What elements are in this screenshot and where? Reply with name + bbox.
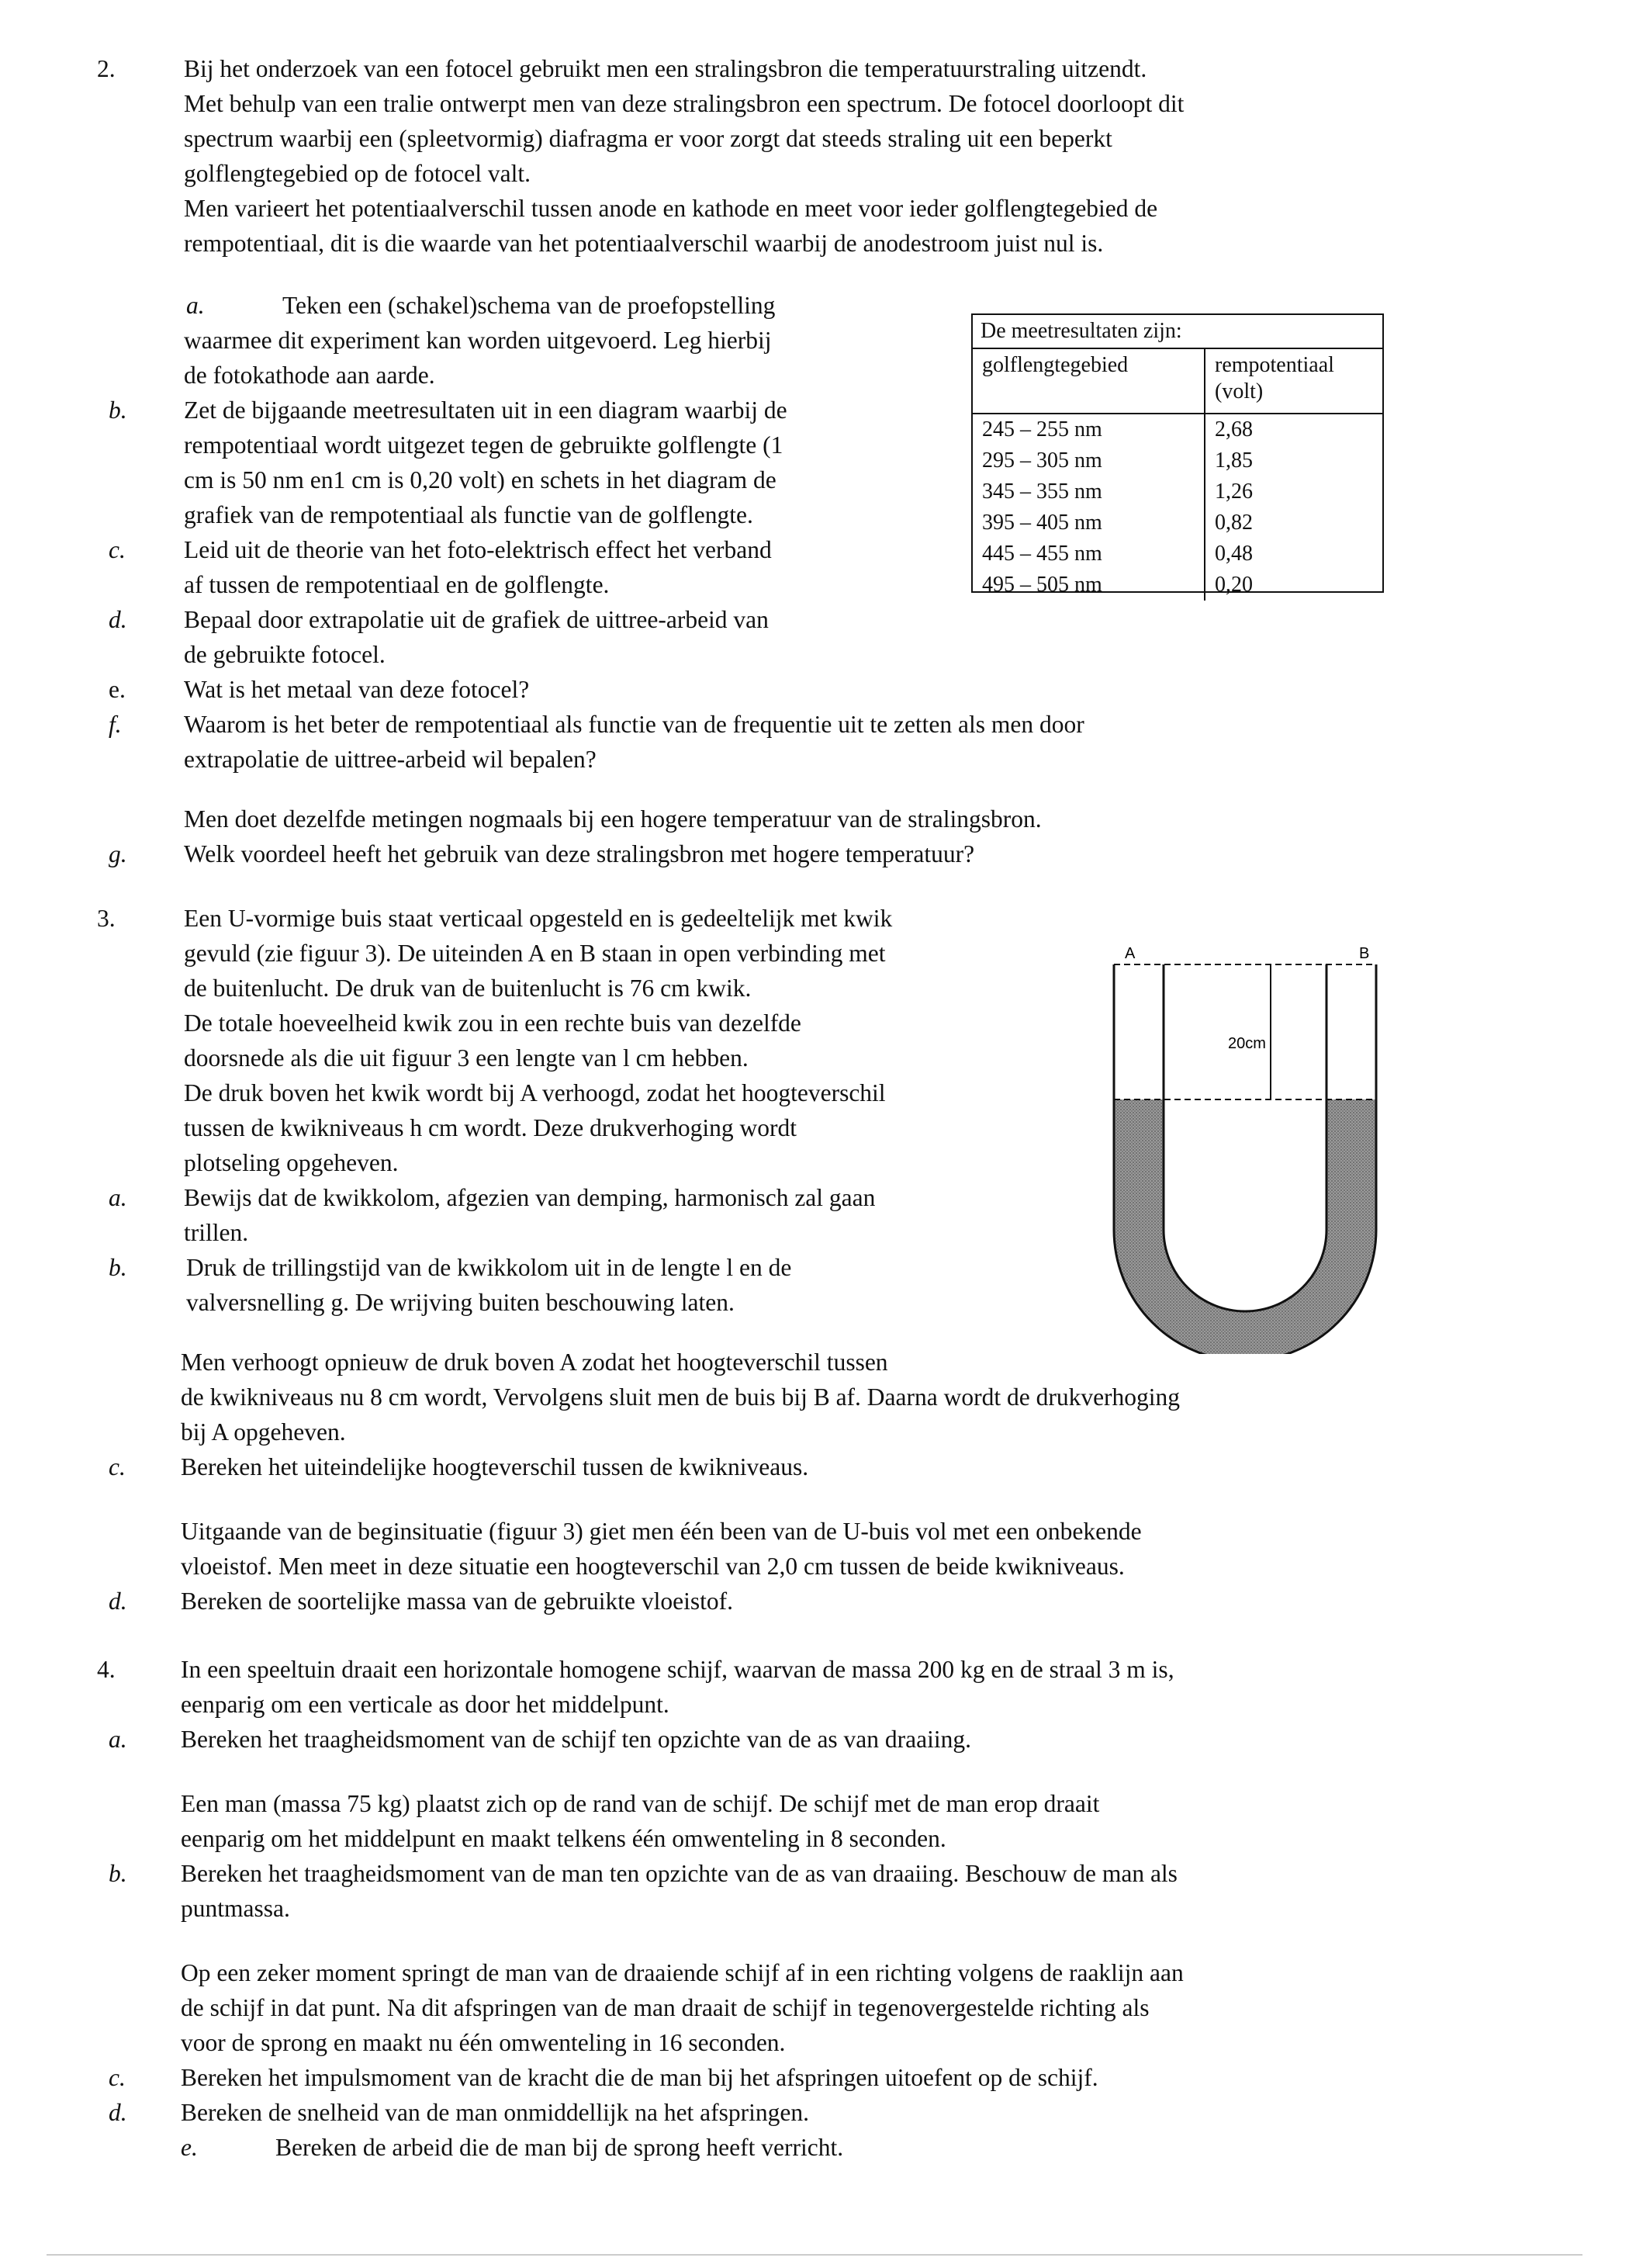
q3d-label: d. — [109, 1588, 127, 1615]
text-line: de schijf in dat punt. Na dit afspringen van de man draait de schijf in tegenovergestelde richting als — [181, 1994, 1150, 2021]
text-line: rempotentiaal, dit is die waarde van het potentiaalverschil waarbij de anodestroom juist nul is. — [184, 230, 1104, 257]
cell-potential: 1,85 — [1205, 445, 1382, 476]
q4-middle-text-1 — [181, 1786, 1099, 1856]
text-line: Men verhoogt opnieuw de druk boven A zodat het hoogteverschil tussen — [181, 1349, 888, 1376]
q4e-text — [275, 2130, 843, 2165]
text-line: golflengtegebied op de fotocel valt. — [184, 160, 531, 187]
text-line: cm is 50 nm en1 cm is 0,20 volt) en schets in het diagram de — [184, 466, 776, 493]
q4e-label: e. — [181, 2134, 198, 2161]
bottom-divider — [47, 2254, 1582, 2256]
text-line: Welk voordeel heeft het gebruik van deze stralingsbron met hogere temperatuur? — [184, 840, 975, 867]
u-tube-figure — [1102, 935, 1389, 1354]
q2g-text — [184, 836, 974, 871]
text-line: Bereken het traagheidsmoment van de man ten opzichte van de as van draaiing. Beschouw de man als — [181, 1860, 1178, 1887]
text-line: Uitgaande van de beginsituatie (figuur 3) giet men één been van de U-buis vol met een onbekende — [181, 1518, 1142, 1545]
text-line: voor de sprong en maakt nu één omwenteling in 16 seconden. — [181, 2029, 786, 2056]
text-line: grafiek van de rempotentiaal als functie van de golflengte. — [184, 501, 753, 528]
text-line: rempotentiaal wordt uitgezet tegen de gebruikte golflengte (1 — [184, 431, 783, 459]
q4a-label: a. — [109, 1726, 127, 1753]
table-header-row — [973, 349, 1382, 414]
text-line: plotseling opgeheven. — [184, 1149, 399, 1176]
q2-middle-text — [184, 802, 1042, 836]
q2c-label: c. — [109, 536, 126, 563]
q2g-label: g. — [109, 840, 127, 867]
text-line: De totale hoeveelheid kwik zou in een rechte buis van dezelfde — [184, 1009, 801, 1037]
text-line: Waarom is het beter de rempotentiaal als functie van de frequentie uit te zetten als men door — [184, 711, 1084, 738]
text-line: valversnelling g. De wrijving buiten beschouwing laten. — [186, 1289, 735, 1316]
q4c-text — [181, 2060, 1098, 2095]
tube-inner-wall — [1164, 964, 1326, 1311]
text-line: Bereken het uiteindelijke hoogteverschil tussen de kwikniveaus. — [181, 1453, 809, 1480]
q3a-text — [184, 1180, 875, 1250]
text-line: bij A opgeheven. — [181, 1418, 346, 1446]
table-row — [973, 570, 1382, 601]
q4d-label: d. — [109, 2099, 127, 2126]
cell-potential: 0,20 — [1205, 570, 1382, 601]
text-line: Druk de trillingstijd van de kwikkolom uit in de lengte l en de — [186, 1254, 792, 1281]
q3b-text — [186, 1250, 791, 1320]
question-2-number: 2. — [97, 55, 116, 82]
text-line: af tussen de rempotentiaal en de golflengte. — [184, 571, 610, 598]
text-line: Bepaal door extrapolatie uit de grafiek de uittree-arbeid van — [184, 606, 769, 633]
text-line: Bereken de arbeid die de man bij de sprong heeft verricht. — [275, 2134, 844, 2161]
cell-wavelength: 245 – 255 nm — [982, 417, 1102, 441]
q3-middle-text-1 — [181, 1345, 1180, 1449]
cell-wavelength: 345 – 355 nm — [982, 480, 1102, 504]
text-line: de gebruikte fotocel. — [184, 641, 386, 668]
q2d-text — [184, 602, 769, 672]
measurement-table — [971, 313, 1384, 597]
q2a-text — [184, 288, 775, 393]
text-line: De druk boven het kwik wordt bij A verhoogd, zodat het hoogteverschil — [184, 1079, 886, 1106]
text-line: Bereken de soortelijke massa van de gebruikte vloeistof. — [181, 1588, 734, 1615]
text-line: extrapolatie de uittree-arbeid wil bepalen? — [184, 746, 597, 773]
measurement-grid — [973, 349, 1382, 601]
text-line: Teken een (schakel)schema van de proefopstelling — [282, 292, 776, 319]
label-b: B — [1359, 945, 1370, 962]
text-line: eenparig om een verticale as door het middelpunt. — [181, 1691, 669, 1718]
text-line: Een man (massa 75 kg) plaatst zich op de rand van de schijf. De schijf met de man erop draait — [181, 1790, 1100, 1817]
text-line: Bij het onderzoek van een fotocel gebruikt men een stralingsbron die temperatuurstraling uitzendt. — [184, 55, 1147, 82]
question-3-intro — [184, 901, 892, 1180]
text-line: Bereken de snelheid van de man onmiddellijk na het afspringen. — [181, 2099, 810, 2126]
text-line: puntmassa. — [181, 1895, 290, 1922]
text-line: In een speeltuin draait een horizontale homogene schijf, waarvan de massa 200 kg en de straal 3 m is, — [181, 1656, 1174, 1683]
text-line: Zet de bijgaande meetresultaten uit in een diagram waarbij de — [184, 396, 787, 424]
q2b-text — [184, 393, 787, 532]
q2f-label: f. — [109, 711, 122, 738]
u-tube-drawing — [1102, 935, 1389, 1354]
question-2-intro — [184, 51, 1184, 261]
text-line: Leid uit de theorie van het foto-elektrisch effect het verband — [184, 536, 772, 563]
text-line: Bereken het traagheidsmoment van de schijf ten opzichte van de as van draaiing. — [181, 1726, 971, 1753]
q3c-label: c. — [109, 1453, 126, 1480]
table-row — [973, 538, 1382, 570]
q2c-text — [184, 532, 772, 602]
text-line: Een U-vormige buis staat verticaal opgesteld en is gedeeltelijk met kwik — [184, 905, 893, 932]
text-line: de kwikniveaus nu 8 cm wordt, Vervolgens sluit men de buis bij B af. Daarna wordt de drukverhoging — [181, 1383, 1181, 1411]
q4d-text — [181, 2095, 809, 2130]
table-row — [973, 507, 1382, 538]
text-line: trillen. — [184, 1219, 249, 1246]
cell-wavelength: 295 – 305 nm — [982, 448, 1102, 473]
cell-potential: 0,48 — [1205, 538, 1382, 570]
q4c-label: c. — [109, 2064, 126, 2091]
question-3-number: 3. — [97, 905, 116, 932]
q3b-label: b. — [109, 1254, 127, 1281]
q4b-label: b. — [109, 1860, 127, 1887]
header-stopping-potential: rempotentiaal (volt) — [1205, 349, 1382, 414]
text-line: vloeistof. Men meet in deze situatie een hoogteverschil van 2,0 cm tussen de beide kwikniveaus. — [181, 1553, 1125, 1580]
cell-wavelength: 495 – 505 nm — [982, 573, 1102, 597]
text-line: Wat is het metaal van deze fotocel? — [184, 676, 530, 703]
text-line: Bereken het impulsmoment van de kracht die de man bij het afspringen uitoefent op de schijf. — [181, 2064, 1098, 2091]
q2e-label: e. — [109, 676, 126, 703]
table-caption: De meetresultaten zijn: — [973, 315, 1382, 349]
text-line: de buitenlucht. De druk van de buitenlucht is 76 cm kwik. — [184, 975, 752, 1002]
question-4-number: 4. — [97, 1656, 116, 1683]
text-line: waarmee dit experiment kan worden uitgevoerd. Leg hierbij — [184, 327, 772, 354]
q3-middle-text-2 — [181, 1514, 1142, 1584]
q4a-text — [181, 1722, 971, 1757]
label-a: A — [1125, 945, 1136, 962]
q3d-text — [181, 1584, 733, 1619]
q3c-text — [181, 1449, 808, 1484]
cell-potential: 1,26 — [1205, 476, 1382, 507]
text-line: spectrum waarbij een (spleetvormig) diafragma er voor zorgt dat steeds straling uit een beperkt — [184, 125, 1112, 152]
text-line: gevuld (zie figuur 3). De uiteinden A en B staan in open verbinding met — [184, 940, 886, 967]
q4-middle-text-2 — [181, 1955, 1184, 2060]
q4b-text — [181, 1856, 1178, 1926]
cell-wavelength: 445 – 455 nm — [982, 542, 1102, 566]
q2b-label: b. — [109, 396, 127, 424]
q3a-label: a. — [109, 1184, 127, 1211]
text-line: Men varieert het potentiaalverschil tussen anode en kathode en meet voor ieder golflengtegebied de — [184, 195, 1158, 222]
text-line: Bewijs dat de kwikkolom, afgezien van demping, harmonisch zal gaan — [184, 1184, 876, 1211]
question-4-intro — [181, 1652, 1174, 1722]
table-row — [973, 445, 1382, 476]
q2a-label: a. — [186, 292, 205, 319]
cell-potential: 2,68 — [1205, 414, 1382, 445]
q2e-text — [184, 672, 529, 707]
q2f-text — [184, 707, 1084, 777]
q2d-label: d. — [109, 606, 127, 633]
table-row — [973, 414, 1382, 445]
header-wavelength: golflengtegebied — [973, 349, 1205, 414]
cell-potential: 0,82 — [1205, 507, 1382, 538]
text-line: Op een zeker moment springt de man van de draaiende schijf af in een richting volgens de raaklijn aan — [181, 1959, 1184, 1986]
text-line: doorsnede als die uit figuur 3 een lengte van l cm hebben. — [184, 1044, 749, 1072]
dimension-label: 20cm — [1228, 1035, 1266, 1052]
mercury-fill — [1114, 1099, 1376, 1354]
cell-wavelength: 395 – 405 nm — [982, 511, 1102, 535]
text-line: Men doet dezelfde metingen nogmaals bij een hogere temperatuur van de stralingsbron. — [184, 805, 1042, 833]
text-line: tussen de kwikniveaus h cm wordt. Deze drukverhoging wordt — [184, 1114, 797, 1141]
text-line: Met behulp van een tralie ontwerpt men van deze stralingsbron een spectrum. De fotocel doorloopt dit — [184, 90, 1185, 117]
text-line: eenparig om het middelpunt en maakt telkens één omwenteling in 8 seconden. — [181, 1825, 946, 1852]
table-row — [973, 476, 1382, 507]
text-line: de fotokathode aan aarde. — [184, 362, 435, 389]
